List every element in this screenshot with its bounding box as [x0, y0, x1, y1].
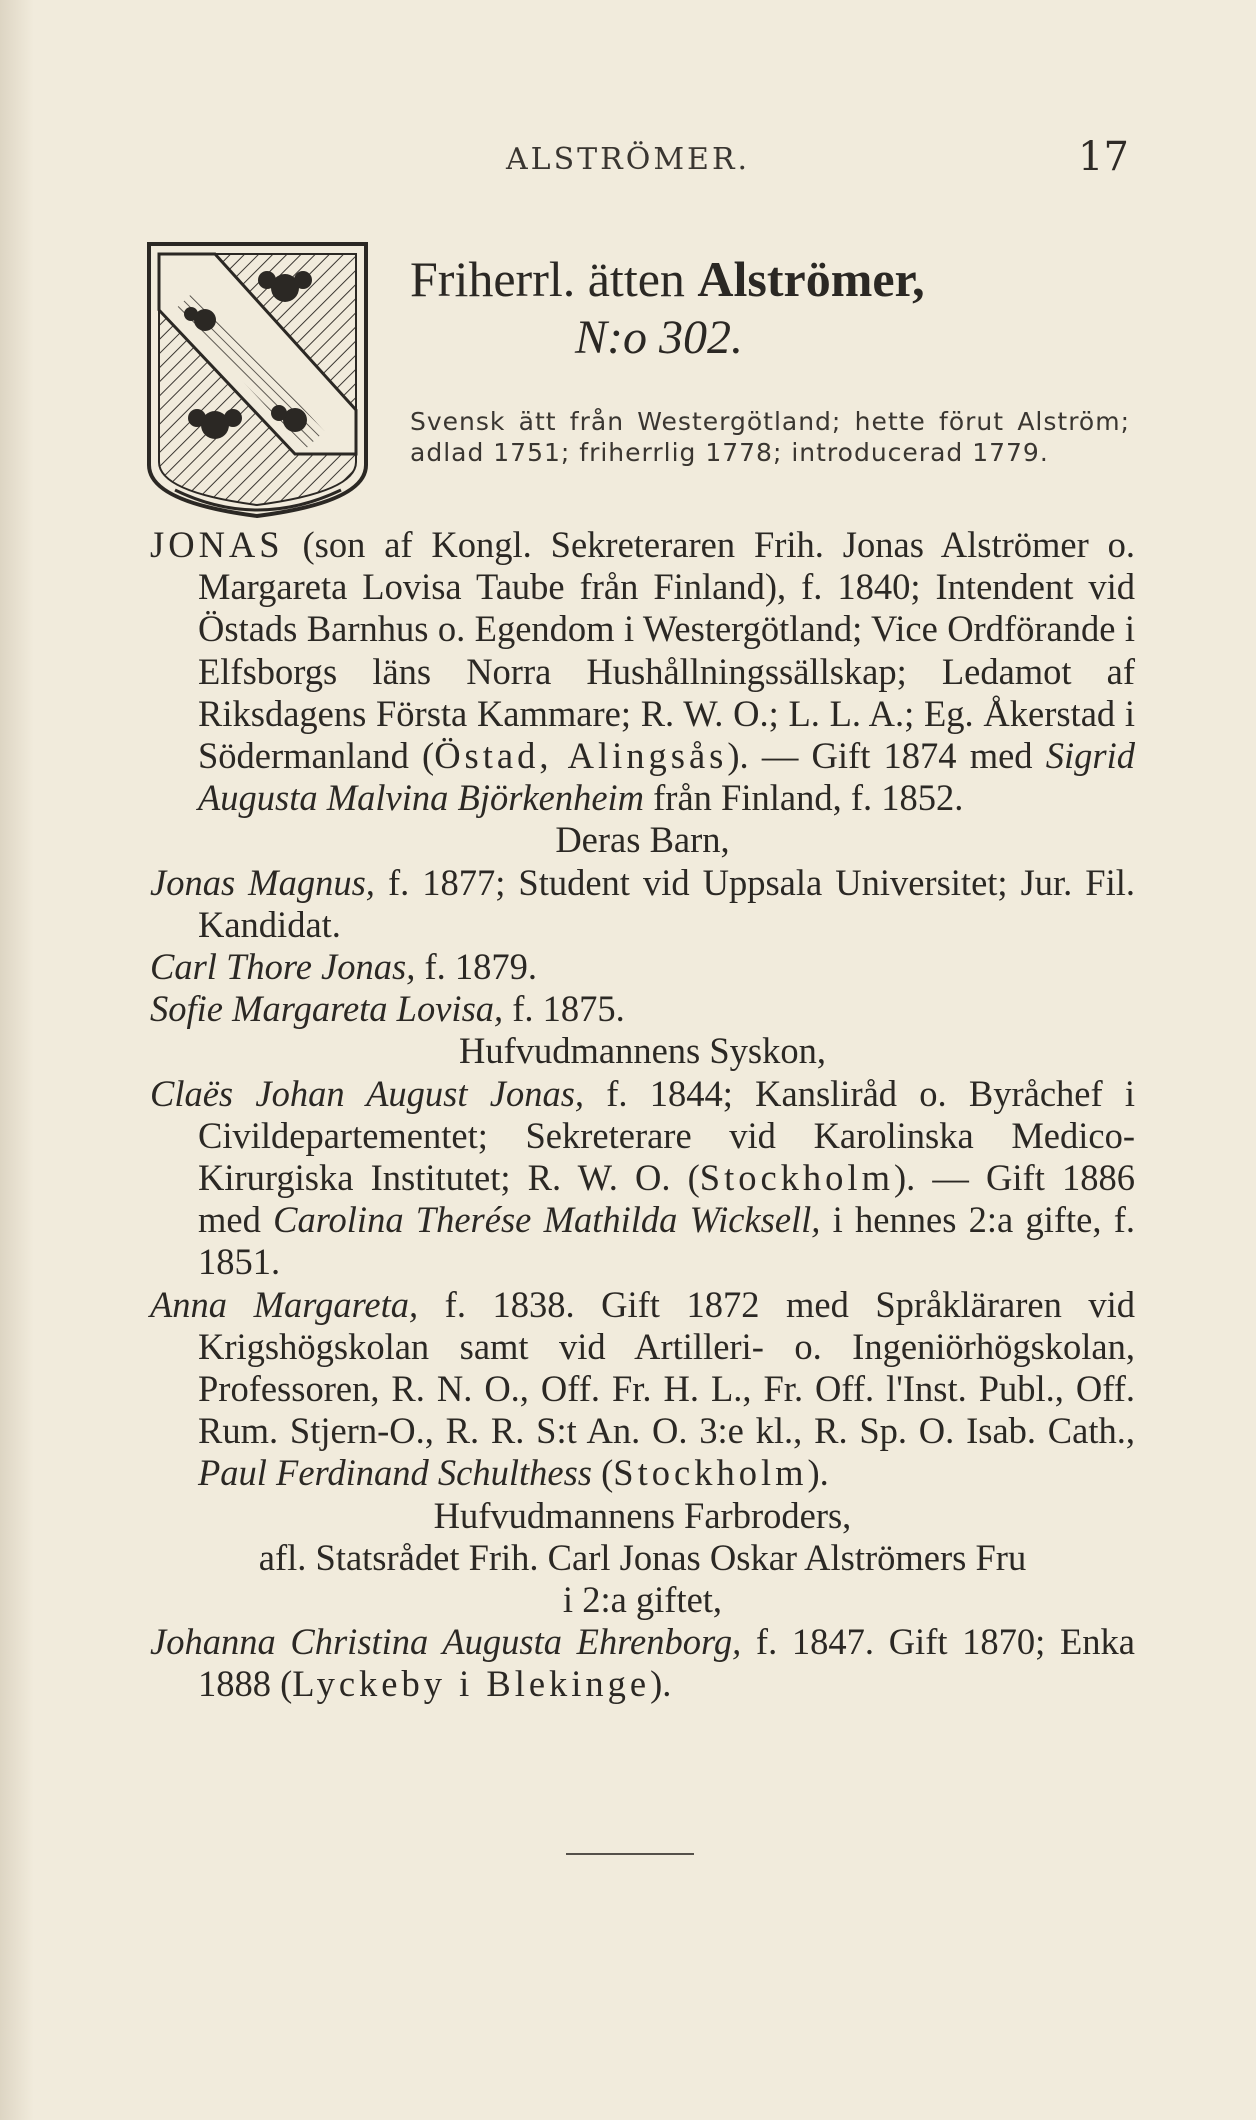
- entry-child: Jonas Magnus, f. 1877; Student vid Uppsala Universitet; Jur. Fil. Kandidat.: [150, 861, 1136, 945]
- person-name: Jonas Magnus,: [150, 861, 375, 903]
- family-title: [410, 248, 1130, 310]
- page-number: 17: [1078, 134, 1129, 180]
- section-heading-children: Deras Barn,: [555, 819, 730, 861]
- person-name: Johanna Christina Augusta Ehrenborg,: [150, 1621, 742, 1663]
- coat-of-arms-icon: [145, 240, 370, 520]
- place-name: Stockholm: [699, 1157, 894, 1199]
- entry-anna: Anna Margareta, f. 1838. Gift 1872 med Språkläraren vid Krigshögskolan samt vid Artilleri- o. Ingeniörhögskolan, Professoren, R. N. O., Off. Fr. H. L., Fr. Off. l'Inst. Publ., Off. Rum. Stjern-O., R. R. S:t An. O. 3:e kl., R. Sp. O. Isab. Cath., Paul Ferdinand Schulthess (Stockholm).: [150, 1283, 1136, 1494]
- family-number: N:o 302.: [575, 311, 743, 364]
- person-name: JONAS: [150, 524, 284, 565]
- person-name: Carl Thore Jonas,: [150, 946, 416, 988]
- family-title-name: Alströmer,: [697, 251, 925, 307]
- entry-claes: Claës Johan August Jonas, f. 1844; Kanslіråd o. Byråchef i Civildepartementet; Sekreterare vid Karolinska Medico-Kirurgiska Institutet; R. W. O. (Stockholm). — Gift 1886 med Carolina Therése Mathilda Wicksell, i hennes 2:a gifte, f. 1851.: [150, 1072, 1136, 1283]
- uncles-line: afl. Statsrådet Frih. Carl Jonas Oskar Alströmers Fru: [258, 1536, 1027, 1578]
- end-rule: [566, 1853, 694, 1855]
- place-name: Östad, Alingsås: [434, 735, 728, 777]
- genealogy-body: [150, 524, 1135, 1706]
- uncles-subline: i 2:a giftet,: [562, 1579, 723, 1621]
- section-heading-uncles: Hufvudmannens Farbroders,: [433, 1494, 852, 1536]
- person-name: Sofie Margareta Lovisa,: [150, 988, 504, 1030]
- family-title-block: [410, 248, 1130, 468]
- person-name: Claës Johan August Jonas,: [150, 1072, 585, 1114]
- running-title: ALSTRÖMER.: [506, 142, 751, 177]
- entry-jonas: JONAS (son af Kongl. Sekreteraren Frih. Jonas Alströmer o. Margareta Lovisa Taube från Finland), f. 1840; Intendent vid Östads Barnhus o. Egendom i Westergötland; Vice Ordförande i Elfsborgs läns Norra Hushållningssällskap; Ledamot af Riksdagens Första Kammare; R. W. O.; L. L. A.; Eg. Åkerstad i Södermanland (Östad, Alingsås). — Gift 1874 med Sigrid Augusta Malvina Björkenheim från Finland, f. 1852.: [150, 524, 1135, 819]
- spouse-name: Paul Ferdinand Schulthess: [198, 1452, 593, 1494]
- spouse-name: Carolina Therése Mathilda Wicksell,: [273, 1199, 821, 1241]
- spouse-name: Sigrid Augusta Malvina Björkenheim: [198, 735, 1135, 819]
- place-name: Lyckeby i Blekinge: [292, 1663, 651, 1705]
- entry-johanna: Johanna Christina Augusta Ehrenborg, f. 1847. Gift 1870; Enka 1888 (Lyckeby i Blekinge).: [150, 1621, 1135, 1705]
- person-name: Anna Margareta,: [150, 1283, 419, 1325]
- section-heading-siblings: Hufvudmannens Syskon,: [458, 1030, 826, 1072]
- entry-child: Carl Thore Jonas, f. 1879.: [150, 946, 537, 988]
- family-title-prefix: Friherrl. ätten: [410, 251, 698, 307]
- place-name: Stockholm: [613, 1452, 808, 1494]
- family-origin: Svensk ätt från Westergötland; hette förut Alström; adlad 1751; friherrlig 1778; introducerad 1779.: [410, 407, 1130, 467]
- page-edge-shadow: [0, 0, 34, 2120]
- entry-child: Sofie Margareta Lovisa, f. 1875.: [150, 988, 625, 1030]
